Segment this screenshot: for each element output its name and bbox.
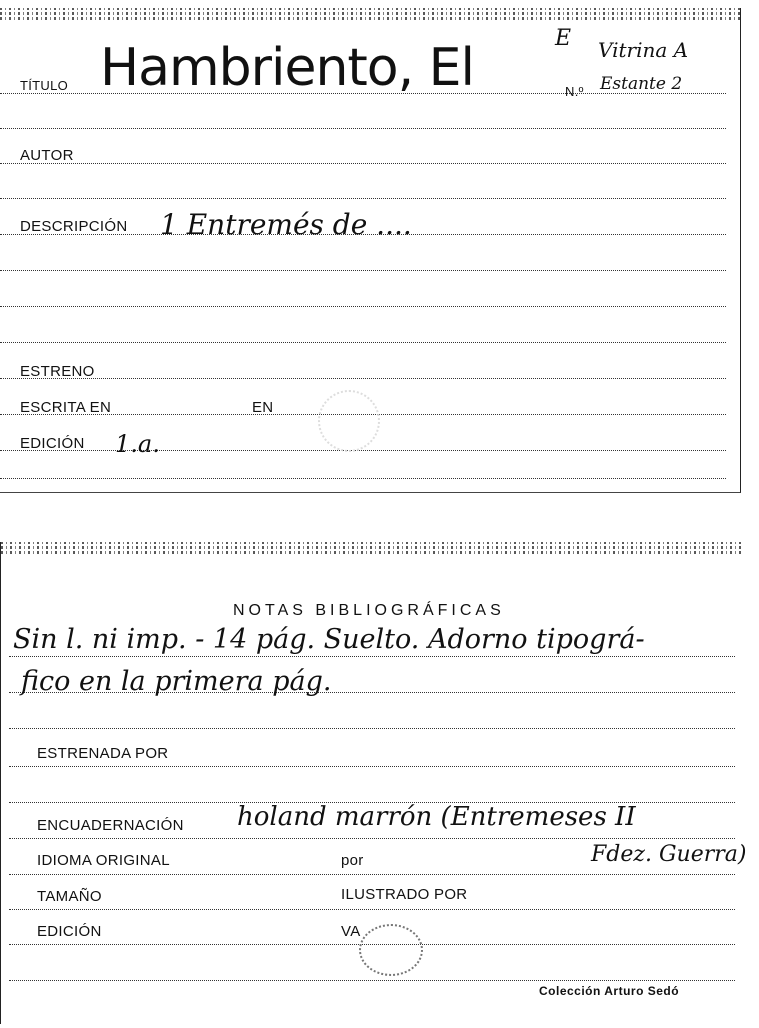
label-estreno: ESTRENO — [20, 363, 95, 380]
label-edicion: EDICIÓN — [37, 923, 102, 940]
rule-tamano — [9, 909, 735, 910]
handwritten-title: Hambriento, El — [100, 38, 474, 98]
label-encuadernacion: ENCUADERNACIÓN — [37, 817, 184, 834]
label-en: EN — [252, 399, 274, 416]
label-estrenada-por: ESTRENADA POR — [37, 745, 169, 762]
handwritten-notes-2: fico en la primera pág. — [21, 666, 332, 697]
label-edicion: EDICIÓN — [20, 435, 85, 452]
handwritten-binding: holand marrón (Entremeses II — [237, 802, 636, 832]
label-titulo: TÍTULO — [20, 78, 69, 93]
card-edge-texture — [0, 8, 740, 22]
handwritten-location-2: Estante 2 — [600, 74, 683, 94]
catalog-card-front — [0, 8, 741, 493]
rule — [0, 478, 726, 479]
rule-autor — [0, 163, 726, 164]
rule-encuadernacion — [9, 838, 735, 839]
label-escrita-en: ESCRITA EN — [20, 399, 112, 416]
handwritten-description: 1 Entremés de .... — [160, 208, 412, 241]
handwritten-notes-1: Sin l. ni imp. - 14 pág. Suelto. Adorno tipográ- — [13, 624, 645, 655]
rule — [0, 270, 726, 271]
label-ilustrado-por: ILUSTRADO POR — [341, 886, 468, 903]
label-autor: AUTOR — [20, 147, 74, 164]
rule — [0, 198, 726, 199]
rule — [0, 128, 726, 129]
handwritten-title-marker: E — [555, 26, 572, 51]
rule-edicion — [0, 450, 726, 451]
label-no: N.º — [565, 84, 584, 99]
handwritten-edition: 1.a. — [115, 430, 160, 458]
rule — [0, 306, 726, 307]
handwritten-location-1: Vitrina A — [598, 38, 689, 62]
card-edge-texture — [1, 542, 741, 556]
ink-stamp — [359, 924, 423, 976]
rule-notes-1 — [9, 656, 735, 657]
label-va: VA — [341, 923, 361, 940]
label-descripcion: DESCRIPCIÓN — [20, 218, 128, 235]
handwritten-binding-2: Fdez. Guerra) — [591, 842, 747, 867]
collection-footer: Colección Arturo Sedó — [539, 984, 680, 998]
label-tamano: TAMAÑO — [37, 888, 102, 905]
faint-stamp — [318, 390, 380, 452]
notes-heading: NOTAS BIBLIOGRÁFICAS — [233, 602, 505, 619]
rule-idioma — [9, 874, 735, 875]
label-idioma-original: IDIOMA ORIGINAL — [37, 852, 170, 869]
label-por: por — [341, 852, 364, 869]
rule — [0, 342, 726, 343]
rule-estreno — [0, 378, 726, 379]
catalog-card-back — [0, 542, 747, 1024]
rule — [9, 980, 735, 981]
rule-estrenada — [9, 766, 735, 767]
rule — [9, 728, 735, 729]
